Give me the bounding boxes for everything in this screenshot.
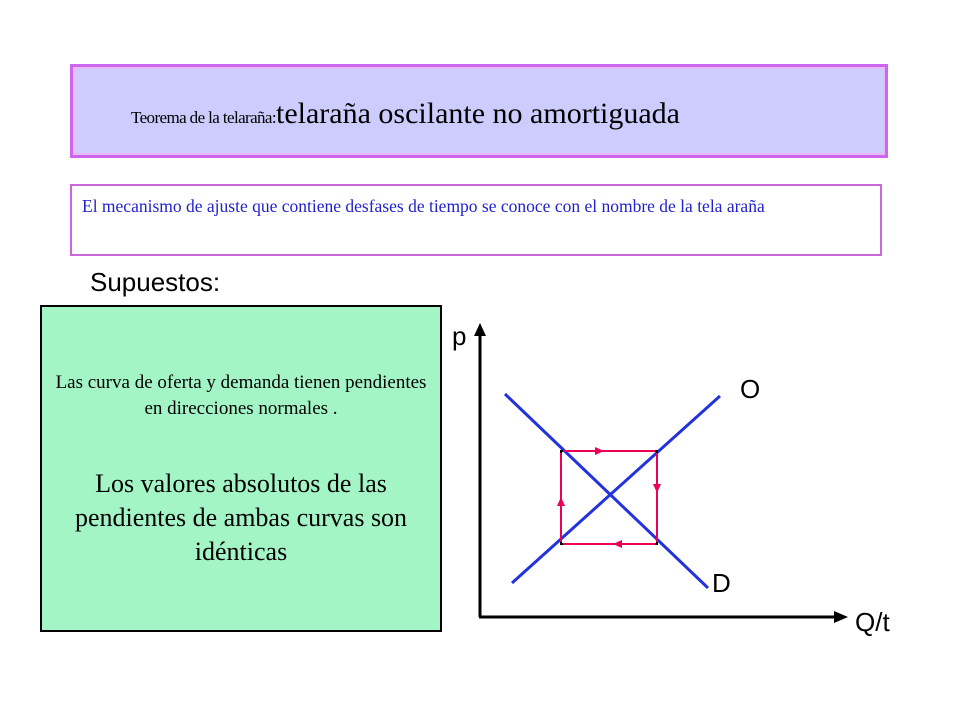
title-prefix: Teorema de la telaraña:: [131, 108, 276, 127]
supply-curve-label: O: [740, 374, 761, 404]
demand-curve-label: D: [712, 568, 731, 598]
supply-curve: [512, 396, 720, 583]
cobweb-arrow-down: [653, 484, 661, 493]
supuestos-label: Supuestos:: [90, 267, 221, 297]
assumption-slopes-directions: Las curva de oferta y demanda tienen pendientes en direcciones normales .: [55, 372, 427, 419]
title-main: telaraña oscilante no amortiguada: [276, 97, 680, 130]
x-axis-arrowhead: [834, 611, 848, 623]
demand-curve: [505, 394, 708, 588]
y-axis-label: p: [452, 321, 467, 351]
x-axis-label: Q/t: [855, 607, 890, 637]
y-axis-arrowhead: [474, 323, 486, 336]
cobweb-arrow-left: [613, 540, 622, 548]
intro-text: El mecanismo de ajuste que contiene desfases de tiempo se conoce con el nombre de la tela araña: [82, 196, 765, 216]
assumption-equal-slopes: Los valores absolutos de las pendientes de ambas curvas son idénticas: [74, 469, 408, 566]
cobweb-arrow-up: [557, 497, 565, 506]
cobweb-arrow-right: [595, 447, 604, 455]
